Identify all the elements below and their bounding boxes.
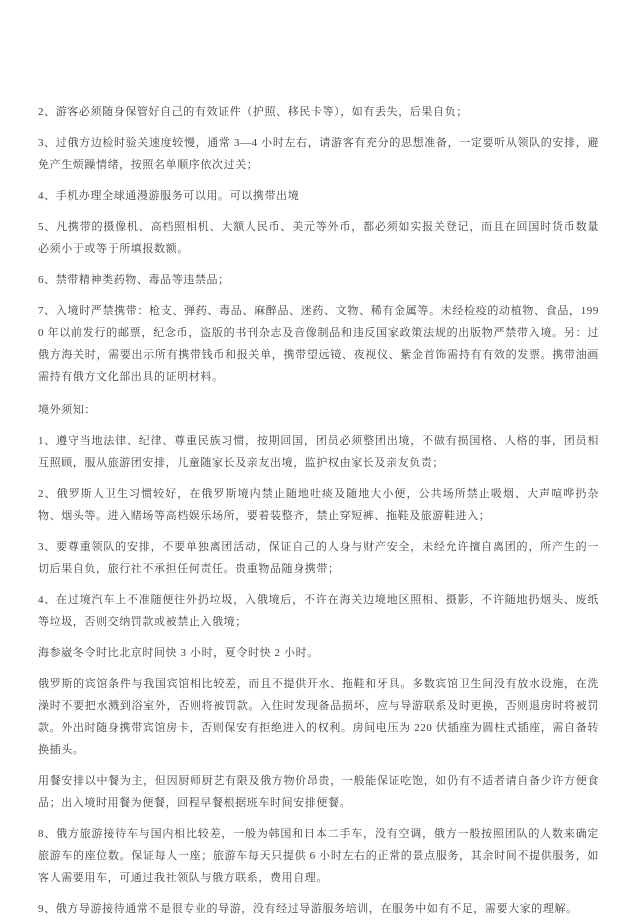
overseas-item-3: 3、要尊重领队的安排，不要单独离团活动，保证自己的人身与财产安全，未经允许擅自离团的，所产生的一切后果自负，旅行社不承担任何责任。贵重物品随身携带； xyxy=(38,541,599,575)
overseas-item-4: 4、在过境汽车上不准随便往外扔垃圾，入俄境后，不许在海关边境地区照相、摄影，不许随地扔烟头、废纸等垃圾，否则交纳罚款或被禁止入俄境； xyxy=(38,594,599,628)
meal-note: 用餐安排以中餐为主，但因厨师厨艺有限及俄方物价昂贵，一般能保证吃饱，如仍有不适者请自备少许方便食品；出入境时用餐为便餐，回程早餐根据班车时间安排便餐。 xyxy=(38,775,599,809)
notice-item-2: 2、游客必须随身保管好自己的有效证件（护照、移民卡等），如有丢失，后果自负； xyxy=(38,106,468,118)
notice-item-5: 5、凡携带的摄像机、高档照相机、大额人民币、美元等外币，都必须如实报关登记，而且在回国时货币数量必须小于或等于所填报数额。 xyxy=(38,221,599,255)
section-title-overseas-notes: 境外须知： xyxy=(38,404,96,416)
overseas-item-1: 1、遵守当地法律、纪律、尊重民族习惯，按期回国，团员必须整团出境，不做有损国格、人格的事，团员相互照顾，服从旅游团安排，儿童随家长及亲友出境，监护权由家长及亲友负责； xyxy=(38,435,599,469)
overseas-item-8: 8、俄方旅游接待车与国内相比较差，一般为韩国和日本二手车，没有空调，俄方一般按照团队的人数来确定旅游车的座位数。保证每人一座；旅游车每天只提供 6 小时左右的正常的景点服务，其余时间不提供服务，如客人需要用车，可通过我社领队与俄方联系，费用自理。 xyxy=(38,828,599,884)
hotel-note: 俄罗斯的宾馆条件与我国宾馆相比较差，而且不提供开水、拖鞋和牙具。多数宾馆卫生间没有放水设施，在洗澡时不要把水溅到浴室外，否则将被罚款。入住时发现备品损坏，应与导游联系及时更换，否则退房时将被罚款。外出时随身携带宾馆房卡，否则保安有拒绝进入的权利。房间电压为 220 伏插座为圆柱式插座，需自备转换插头。 xyxy=(38,678,599,756)
notice-item-4: 4、手机办理全球通漫游服务可以用。可以携带出境 xyxy=(38,190,300,202)
overseas-item-9: 9、俄方导游接待通常不是很专业的导游，没有经过导游服务培训，在服务中如有不足，需要大家的理解。 xyxy=(38,903,578,915)
overseas-item-2: 2、俄罗斯人卫生习惯较好，在俄罗斯境内禁止随地吐痰及随地大小便，公共场所禁止吸烟、大声喧哗扔杂物、烟头等。进入赌场等高档娱乐场所，要着装整齐，禁止穿短裤、拖鞋及旅游鞋进入； xyxy=(38,488,599,522)
timezone-note: 海参崴冬令时比北京时间快 3 小时，夏令时快 2 小时。 xyxy=(38,647,319,659)
notice-item-6: 6、禁带精神类药物、毒品等违禁品； xyxy=(38,274,230,286)
notice-item-3: 3、过俄方边检时验关速度较慢，通常 3—4 小时左右，请游客有充分的思想准备，一定要听从领队的安排，避免产生烦躁情绪，按照名单顺序依次过关； xyxy=(38,137,599,171)
notice-item-7: 7、入境时严禁携带：枪支、弹药、毒品、麻醉品、迷药、文物、稀有金属等。未经检疫的动植物、食品，1990 年以前发行的邮票，纪念币，盗版的书刊杂志及音像制品和违反国家政策法规的出版物严禁带入境。另：过俄方海关时，需要出示所有携带钱币和报关单，携带望远镜、夜视仪、紫金首饰需持有有效的发票。携带油画需持有俄方文化部出具的证明材料。 xyxy=(38,305,599,383)
